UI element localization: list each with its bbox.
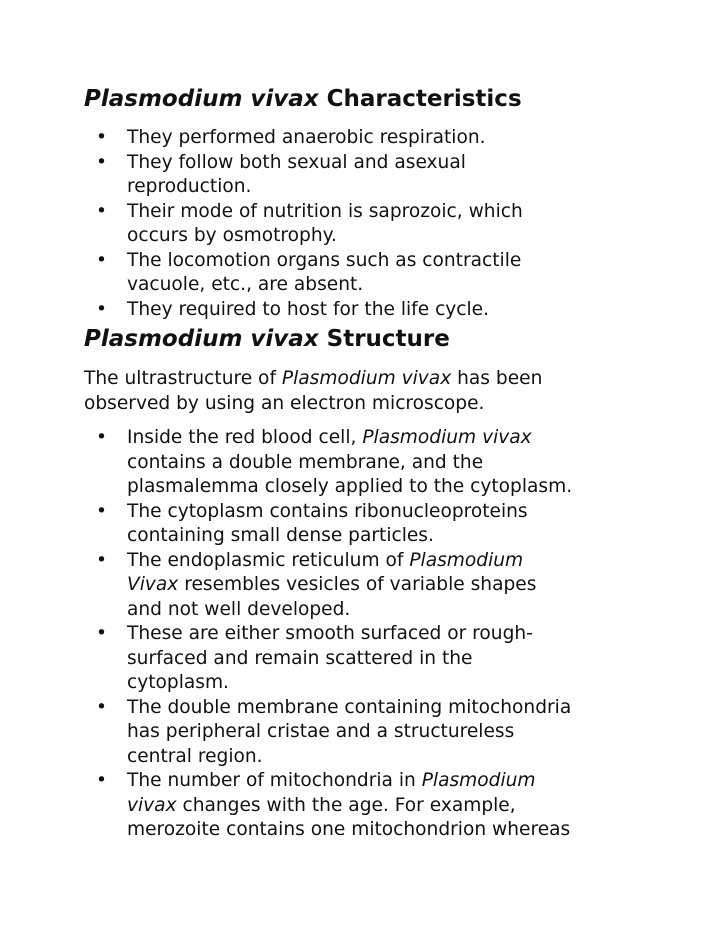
list-item [96, 696, 656, 770]
bullet-icon: • [96, 151, 107, 173]
intro-species-name: Plasmodium vivax [281, 368, 452, 389]
item-text: changes with the age. For example, [176, 794, 516, 816]
intro-text: has been [451, 368, 543, 389]
item-text: occurs by osmotrophy. [127, 225, 337, 246]
bullet-icon: • [96, 200, 107, 222]
structure-list [96, 426, 656, 843]
characteristics-heading [84, 84, 522, 114]
heading-text: Characteristics [318, 86, 522, 112]
item-species-name: Vivax [127, 574, 179, 595]
item-text: They follow both sexual and asexual [127, 151, 466, 173]
bullet-icon: • [96, 696, 107, 718]
bullet-icon: • [96, 770, 107, 791]
item-text: The number of mitochondria in [127, 770, 422, 791]
item-text: The endoplasmic reticulum of [127, 549, 410, 571]
item-text: surfaced and remain scattered in the [127, 647, 473, 669]
list-item [96, 151, 656, 200]
item-text: plasmalemma closely applied to the cytoplasm. [127, 476, 573, 497]
item-text: These are either smooth surfaced or rough- [127, 623, 533, 644]
list-item [96, 298, 656, 323]
list-item [96, 249, 656, 298]
intro-text: observed by using an electron microscope. [84, 392, 485, 414]
item-text: and not well developed. [127, 598, 351, 620]
item-text: has peripheral cristae and a structureless [127, 721, 515, 742]
item-text: Their mode of nutrition is saprozoic, which [127, 200, 523, 222]
heading-text: Structure [318, 326, 450, 352]
bullet-icon: • [96, 427, 107, 448]
bullet-icon: • [96, 500, 107, 522]
list-item [96, 500, 656, 549]
list-item [96, 126, 656, 151]
bullet-icon: • [96, 127, 107, 148]
item-text: contains a double membrane, and the [127, 451, 484, 473]
bullet-icon: • [96, 623, 107, 644]
item-text: Inside the red blood cell, [127, 427, 363, 448]
characteristics-list [96, 126, 656, 322]
item-text: vacuole, etc., are absent. [127, 274, 364, 295]
bullet-icon: • [96, 549, 107, 571]
item-text: resembles vesicles of variable shapes [178, 574, 537, 595]
item-text: The cytoplasm contains ribonucleoproteins [127, 500, 528, 522]
list-item [96, 200, 656, 249]
item-species-name: vivax [127, 794, 177, 816]
list-item [96, 622, 656, 696]
intro-text: The ultrastructure of [84, 368, 282, 389]
structure-intro-paragraph [84, 367, 664, 416]
list-item [96, 769, 656, 843]
list-item [96, 426, 656, 500]
item-text: The locomotion organs such as contractile [127, 249, 522, 271]
list-item [96, 549, 656, 623]
item-text: The double membrane containing mitochondria [127, 696, 572, 718]
item-text: cytoplasm. [127, 672, 229, 693]
heading-species-name: Plasmodium vivax [84, 326, 319, 352]
item-text: They required to host for the life cycle. [127, 298, 490, 320]
item-text: They performed anaerobic respiration. [127, 127, 486, 148]
item-text: containing small dense particles. [127, 525, 434, 546]
bullet-icon: • [96, 298, 107, 320]
item-species-name: Plasmodium vivax [362, 427, 532, 448]
item-text: reproduction. [127, 176, 252, 197]
structure-heading [84, 324, 450, 354]
bullet-icon: • [96, 249, 107, 271]
heading-species-name: Plasmodium vivax [84, 86, 319, 112]
item-text: merozoite contains one mitochondrion whereas [127, 819, 571, 840]
item-text: central region. [127, 745, 263, 767]
item-species-name: Plasmodium [409, 549, 524, 571]
item-species-name: Plasmodium [421, 770, 536, 791]
